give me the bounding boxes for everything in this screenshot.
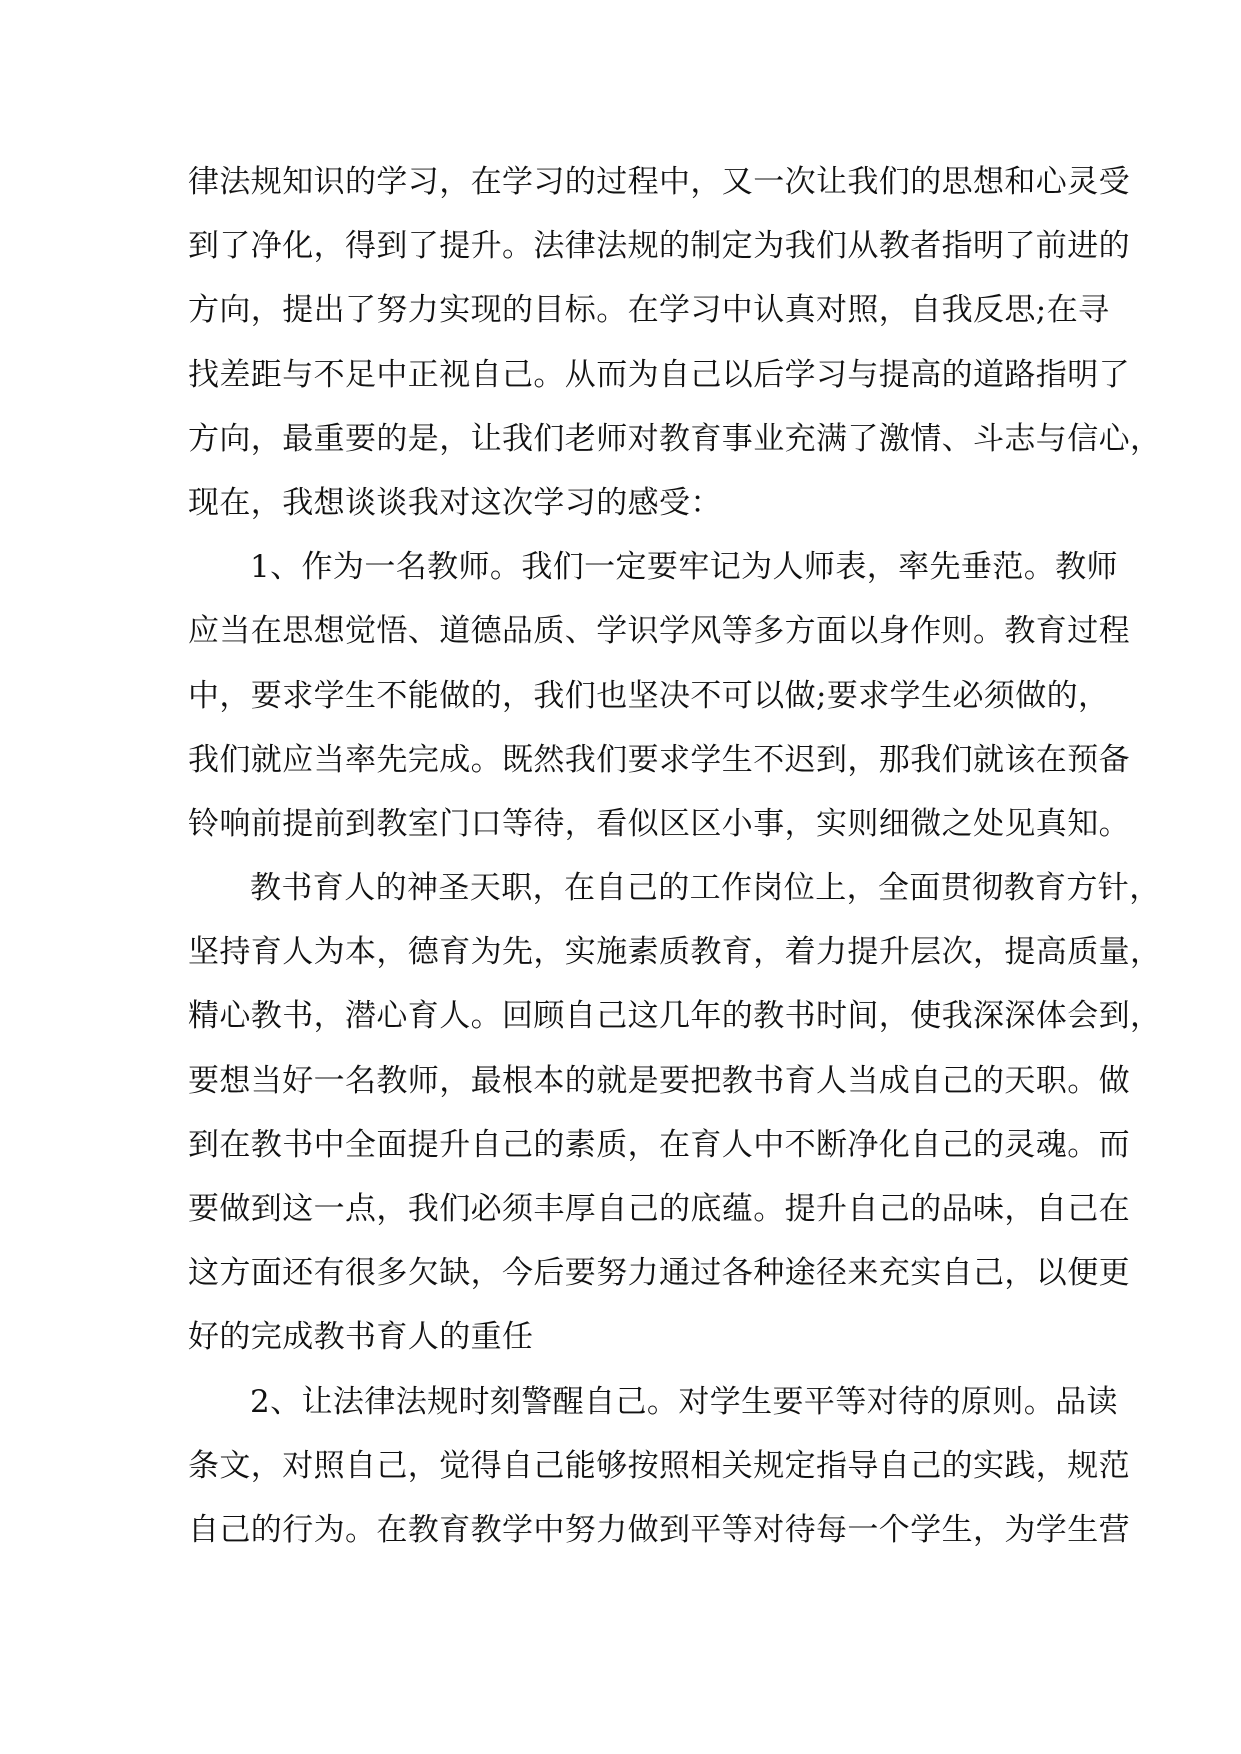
document-body [188,150,1162,1562]
text-line: 1、作为一名教师。我们一定要牢记为人师表，率先垂范。教师 [250,549,1118,586]
paragraph-2 [188,535,1130,856]
text-line: 找差距与不足中正视自己。从而为自己以后学习与提高的道路指明了 [188,356,1130,393]
text-line: 铃响前提前到教室门口等待，看似区区小事，实则细微之处见真知。 [188,805,1130,842]
text-line: 应当在思想觉悟、道德品质、学识学风等多方面以身作则。教育过程 [188,613,1130,650]
text-line: 坚持育人为本，德育为先，实施素质教育，着力提升层次，提高质量， [188,934,1162,971]
text-line: 精心教书，潜心育人。回顾自己这几年的教书时间，使我深深体会到， [188,998,1162,1035]
text-line: 这方面还有很多欠缺，今后要努力通过各种途径来充实自己，以便更 [188,1255,1130,1292]
text-line: 方向，提出了努力实现的目标。在学习中认真对照，自我反思;在寻 [188,292,1110,329]
text-line: 我们就应当率先完成。既然我们要求学生不迟到，那我们就该在预备 [188,741,1130,778]
text-line: 2、让法律法规时刻警醒自己。对学生要平等对待的原则。品读 [250,1383,1118,1420]
paragraph-1 [188,150,1162,535]
text-line: 到了净化，得到了提升。法律法规的制定为我们从教者指明了前进的 [188,228,1130,265]
text-line: 自己的行为。在教育教学中努力做到平等对待每一个学生，为学生营 [188,1511,1130,1548]
paragraph-3 [188,856,1162,1370]
text-line: 到在教书中全面提升自己的素质，在育人中不断净化自己的灵魂。而 [188,1126,1130,1163]
text-line: 要想当好一名教师，最根本的就是要把教书育人当成自己的天职。做 [188,1062,1130,1099]
text-line: 中，要求学生不能做的，我们也坚决不可以做;要求学生必须做的， [188,677,1110,714]
text-line: 好的完成教书育人的重任 [188,1319,534,1356]
text-line: 律法规知识的学习，在学习的过程中，又一次让我们的思想和心灵受 [188,164,1130,200]
text-line: 现在，我想谈谈我对这次学习的感受： [188,484,722,521]
text-line: 方向，最重要的是，让我们老师对教育事业充满了激情、斗志与信心， [188,420,1162,457]
text-line: 教书育人的神圣天职，在自己的工作岗位上，全面贯彻教育方针， [250,870,1161,907]
text-line: 条文，对照自己，觉得自己能够按照相关规定指导自己的实践，规范 [188,1447,1130,1484]
text-line: 要做到这一点，我们必须丰厚自己的底蕴。提升自己的品味，自己在 [188,1191,1130,1227]
paragraph-4 [188,1370,1130,1563]
